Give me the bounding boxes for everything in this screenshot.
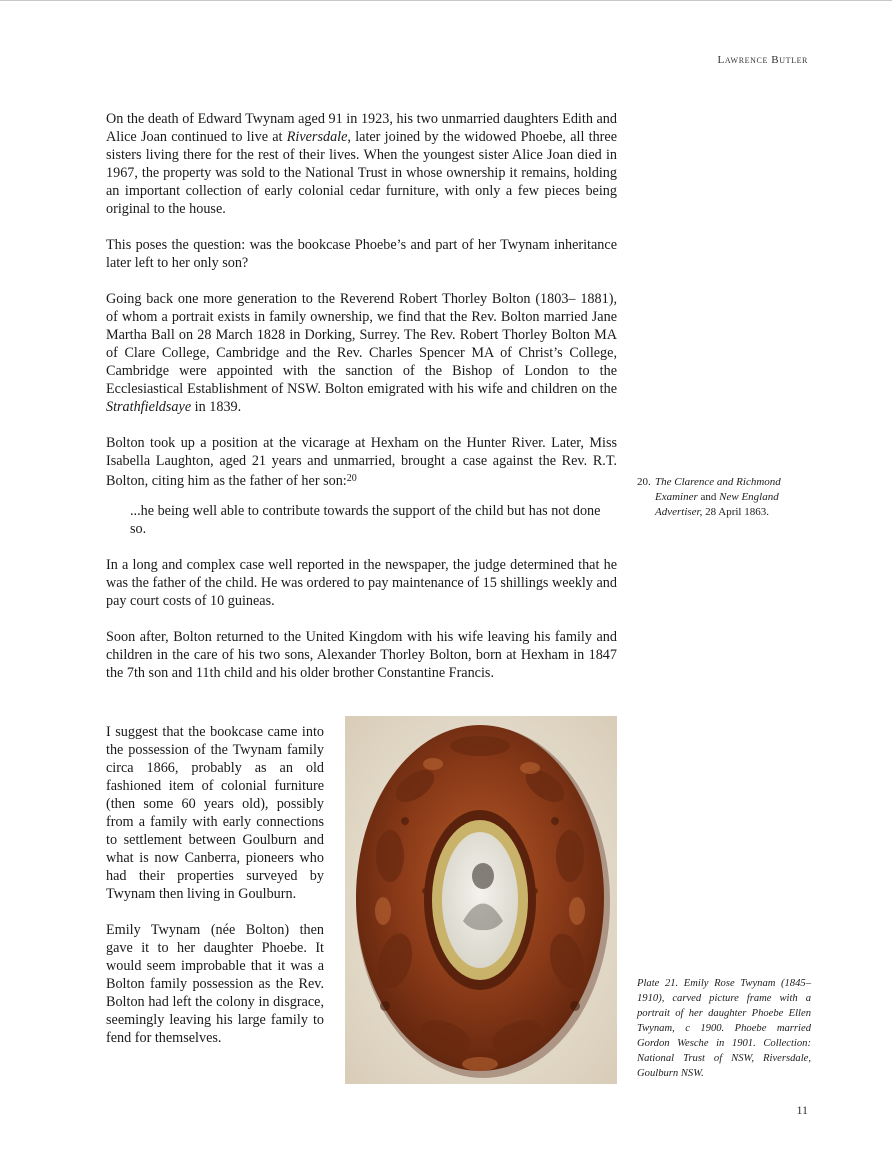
paragraph-emily-twynam: Emily Twynam (née Bolton) then gave it to her daughter Phoebe. It would seem improbable that it was a Bolton family possession as the Rev. Bolton had left the colony in disgrace, seemingly leaving his large family to fend for themselves. [106,922,324,1046]
footnote-conjunction: and [697,491,720,503]
paragraph-text: in 1839. [191,399,242,415]
footnote-20 [637,475,807,520]
paragraph-return-uk: Soon after, Bolton returned to the United Kingdom with his wife leaving his family and children in the care of his two sons, Alexander Thorley Bolton, born at Hexham in 1847 the 7th son and 11th child and his older brother Constantine Francis. [106,629,617,681]
footnote-newspaper-title-2: New England Advertiser, [655,491,779,518]
paragraph-riversdale [106,110,617,218]
footnote-date: 28 April 1863. [702,506,769,518]
paragraph-court-case: In a long and complex case well reported in the newspaper, the judge determined that he was the father of the child. He was ordered to pay maintenance of 15 shillings weekly and pay court costs of 10 guineas. [106,557,617,609]
italic-riversdale: Riversdale [286,129,348,145]
running-head: Lawrence Butler [717,54,808,66]
main-text-column [106,110,617,682]
plate-caption: Plate 21. Emily Rose Twynam (1845–1910), carved picture frame with a portrait of her daughter Phoebe Ellen Twynam, c 1900. Phoebe married Gordon Wesche in 1901. Collection: National Trust of NSW, Riversdale, Goulburn NSW. [637,978,811,1079]
footnote-text [639,475,807,520]
italic-ship-name: Strathfieldsaye [106,399,192,415]
paragraph-text: Going back one more generation to the Reverend Robert Thorley Bolton (1803– 1881), of whom a portrait exists in family ownership, we find that the Rev. Bolton married Jane Martha Ball on 28 March 1828 in Dorking, Surrey. The Rev. Robert Thorley Bolton MA of Clare College, Cambridge and the Rev. Charles Spencer MA of Christ’s College, Cambridge were appointed with the sanction of the Bishop of London to the Ecclesiastical Establishment of NSW. Bolton emigrated with his wife and children on the [106,291,617,397]
footnote-newspaper-title: The Clarence and Richmond Examiner [655,476,781,503]
paragraph-question: This poses the question: was the bookcase Phoebe’s and part of her Twynam inheritance later left to her only son? [106,237,617,271]
paragraph-bookcase-suggestion: I suggest that the bookcase came into the possession of the Twynam family circa 1866, probably as an old fashioned item of colonial furniture (then some 60 years old), possibly from a family with early connections to settlement between Goulburn and what is now Canberra, pioneers who had their properties surveyed by Twynam then living in Goulburn. [106,724,324,902]
paragraph-text: On the death of Edward Twynam aged 91 in 1923, his two unmarried daughters Edith and Alice Joan continued to live at [106,111,617,145]
footnote-reference: 20 [346,473,357,484]
page-number: 11 [796,1103,808,1117]
paragraph-text: , later joined by the widowed Phoebe, all three sisters living there for the rest of their lives. When the youngest sister Alice Joan died in 1967, the property was sold to the National Trust in whose ownership it remains, holding an important collection of early colonial cedar furniture, with only a few pieces being original to the house. [106,129,617,217]
top-rule [0,0,892,1]
left-narrow-column [106,723,324,1065]
carved-frame-illustration [345,716,617,1084]
plate-21-photograph [345,716,617,1084]
paragraph-hexham [106,434,617,490]
paragraph-reverend-bolton [106,290,617,416]
paragraph-text: Bolton took up a position at the vicarage at Hexham on the Hunter River. Later, Miss Isabella Laughton, aged 21 years and unmarried, brought a case against the Rev. R.T. Bolton, citing him as the father of her son: [106,435,617,489]
block-quote: ...he being well able to contribute towards the support of the child but has not done so. [130,503,601,537]
footnote-number: 20. [637,476,651,488]
